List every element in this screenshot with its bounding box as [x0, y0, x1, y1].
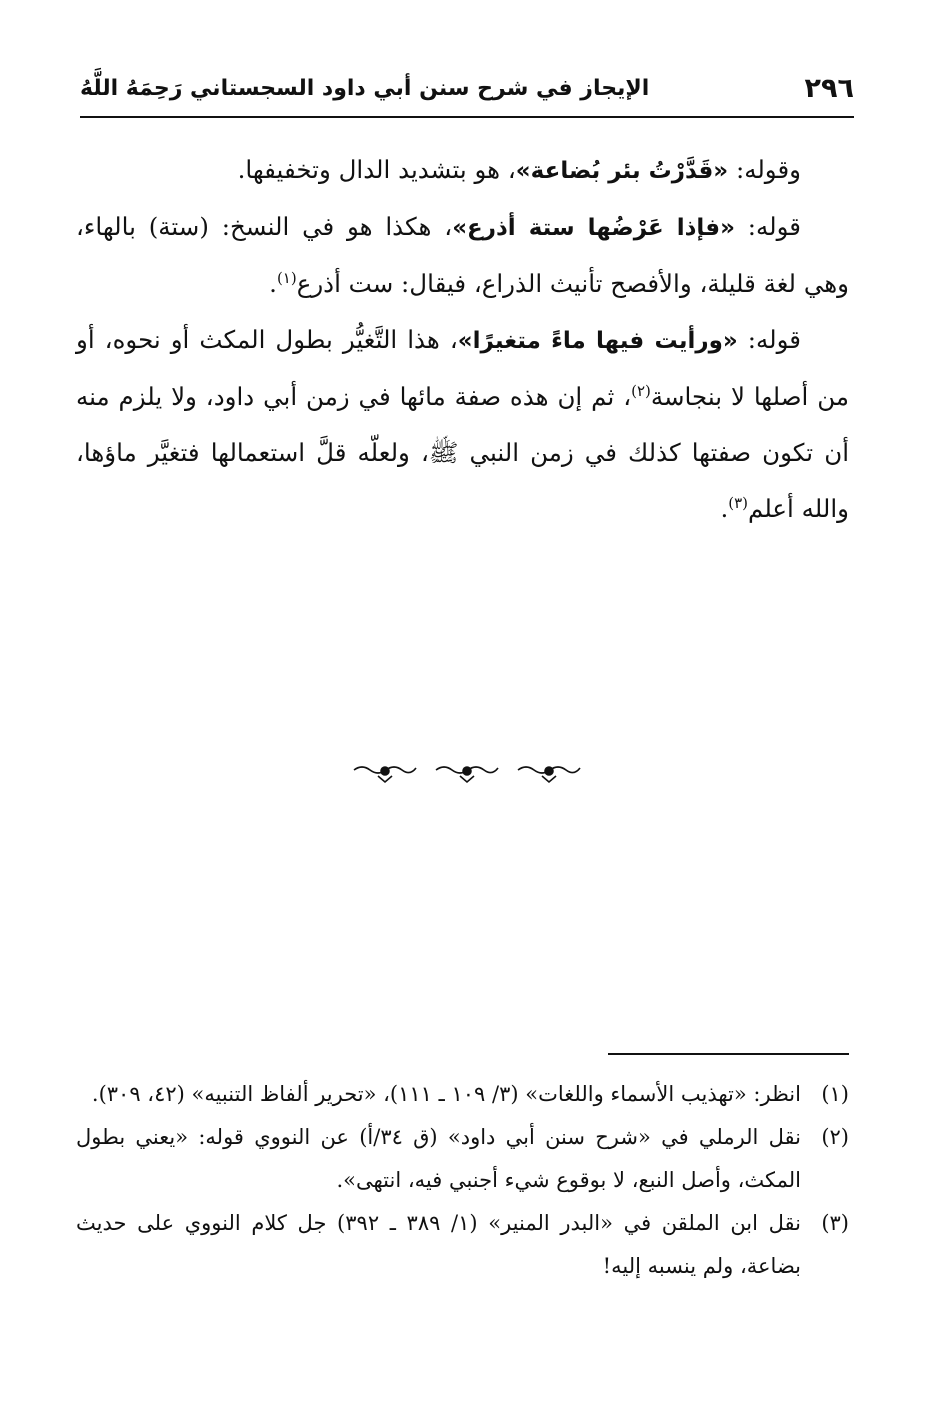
hadith-quote: «ورأيت فيها ماءً متغيرًا»	[457, 328, 738, 354]
book-title: الإيجاز في شرح سنن أبي داود السجستاني رَحِمَهُ اللَّهُ	[80, 75, 650, 101]
paragraph-2	[76, 199, 849, 312]
footnote-2	[76, 1116, 849, 1202]
hadith-quote: «قَدَّرْتُ بئر بُضاعة»	[515, 158, 729, 184]
running-header	[80, 66, 854, 110]
footnote-text: نقل ابن الملقن في «البدر المنير» (١/ ٣٨٩ ـ ٣٩٢) جل كلام النووي على حديث بضاعة، ولم ينسبه إليه!	[76, 1211, 801, 1278]
footnote-number: (٢)	[821, 1125, 849, 1149]
paragraph-text: ، هذا التَّغيُّر بطول المكث أو نحوه، أو من أصلها لا بنجاسة	[76, 325, 850, 411]
footnote-number: (٣)	[821, 1211, 849, 1235]
page-number: ٢٩٦	[804, 72, 854, 104]
ornament-motif	[518, 767, 580, 782]
paragraph-end: .	[269, 269, 277, 298]
paragraph-text: ، هو بتشديد الدال وتخفيفها.	[237, 155, 516, 184]
footnote-number: (١)	[821, 1082, 849, 1106]
paragraph-end: .	[720, 494, 729, 523]
paragraph-lead: قوله:	[737, 325, 801, 354]
paragraph-text: ، هكذا هو في النسخ: (ستة) بالهاء، وهي لغة قليلة، والأفصح تأنيث الذراع، فيقال: ست أذرع	[76, 212, 849, 298]
paragraph-lead: قوله:	[734, 212, 801, 241]
ornament-divider	[350, 760, 590, 784]
header-rule	[80, 116, 854, 118]
footnote-rule	[608, 1053, 849, 1055]
paragraph-1	[76, 142, 849, 199]
footnote-ref-3[interactable]: (٣)	[728, 493, 749, 512]
footnote-text: انظر: «تهذيب الأسماء واللغات» (٣/ ١٠٩ ـ ١١١)، «تحرير ألفاظ التنبيه» (٤٢، ٣٠٩).	[91, 1082, 801, 1106]
footnote-3	[76, 1202, 849, 1288]
footnote-ref-2[interactable]: (٢)	[631, 381, 651, 400]
footnote-text: نقل الرملي في «شرح سنن أبي داود» (ق ٣٤/أ) عن النووي قوله: «يعني بطول المكث، وأصل النبع، لا بوقوع شيء أجنبي فيه، انتهى».	[76, 1125, 802, 1192]
paragraph-lead: وقوله:	[728, 155, 801, 184]
ornament-motif	[354, 767, 416, 782]
main-text	[76, 142, 849, 537]
ornament-motif	[436, 767, 498, 782]
footnote-1	[76, 1073, 849, 1116]
hadith-quote: «فإذا عَرْضُها ستة أذرع»	[452, 215, 735, 241]
paragraph-text: ، ثم إن هذه صفة مائها في زمن أبي داود، ولا يلزم منه أن تكون صفتها كذلك في زمن النبي ﷺ، ولعلّه قلَّ استعمالها فتغيَّر ماؤها، والله أعلم	[76, 382, 849, 523]
footnote-ref-1[interactable]: (١)	[276, 268, 297, 287]
footnotes	[76, 1073, 849, 1288]
paragraph-3	[76, 312, 849, 537]
